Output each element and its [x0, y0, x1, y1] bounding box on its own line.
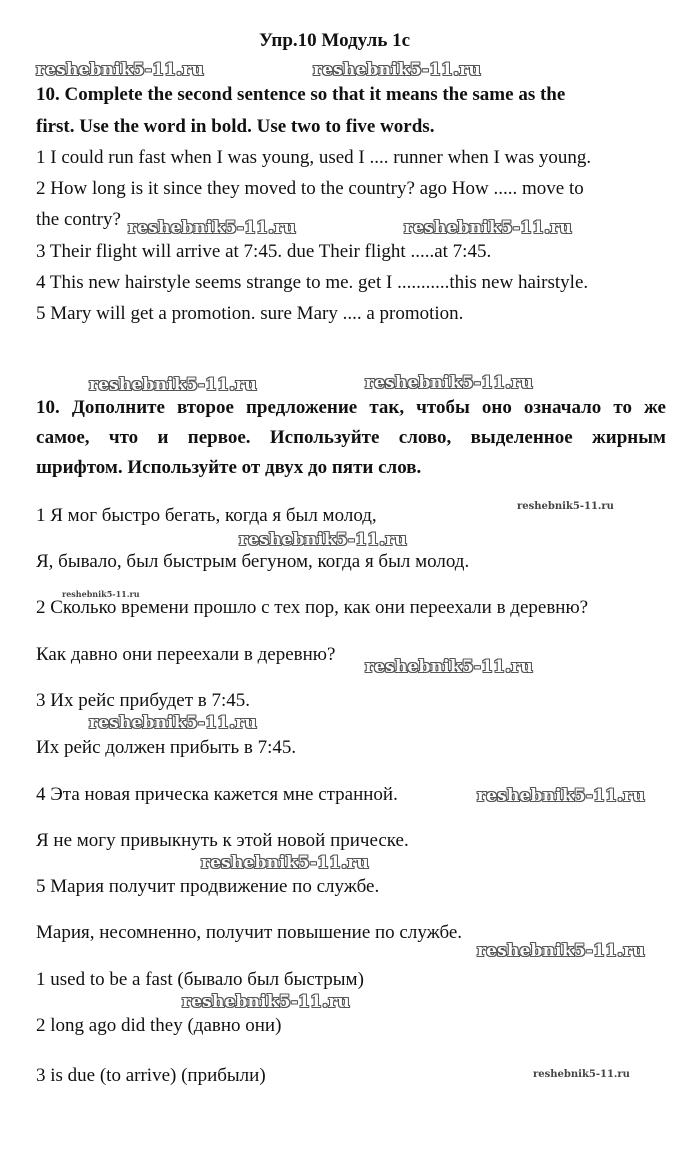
watermark: reshebnik5-11.ru: [365, 373, 533, 393]
watermark: reshebnik5-11.ru: [182, 992, 350, 1012]
russian-task-heading: [36, 393, 666, 483]
watermark: reshebnik5-11.ru: [89, 375, 257, 395]
russian-line-9: 5 Мария получит продвижение по службе.: [36, 876, 380, 897]
russian-task-line1: 10. Дополните второе предложение так, чтобы оно означало то же: [36, 397, 666, 418]
russian-line-7: 4 Эта новая прическа кажется мне странной.: [36, 784, 398, 805]
page-title: Упр.10 Модуль 1с: [259, 30, 411, 51]
russian-line-3: 2 Сколько времени прошло с тех пор, как они переехали в деревню?: [36, 597, 589, 618]
watermark: reshebnik5-11.ru: [477, 941, 645, 961]
watermark-small: reshebnik5-11.ru: [62, 589, 140, 599]
russian-line-4: Как давно они переехали в деревню?: [36, 644, 336, 665]
english-item-4: 4 This new hairstyle seems strange to me. get I ...........this new hairstyle.: [36, 272, 589, 293]
watermark: reshebnik5-11.ru: [128, 218, 296, 238]
watermark: reshebnik5-11.ru: [477, 786, 645, 806]
russian-line-5: 3 Их рейс прибудет в 7:45.: [36, 690, 250, 711]
watermark-small: reshebnik5-11.ru: [517, 501, 614, 512]
english-item-5: 5 Mary will get a promotion. sure Mary .... a promotion.: [36, 303, 464, 324]
russian-line-2: Я, бывало, был быстрым бегуном, когда я был молод.: [36, 551, 470, 572]
answer-2: 2 long ago did they (давно они): [36, 1015, 282, 1036]
watermark: reshebnik5-11.ru: [89, 713, 257, 733]
english-item-1: 1 I could run fast when I was young, used I .... runner when I was young.: [36, 147, 592, 168]
watermark: reshebnik5-11.ru: [36, 60, 204, 80]
russian-line-8: Я не могу привыкнуть к этой новой прическе.: [36, 830, 409, 851]
russian-task-line3: шрифтом. Используйте от двух до пяти слов.: [36, 457, 422, 478]
russian-task-line2: самое, что и первое. Используйте слово, выделенное жирным: [36, 427, 666, 448]
watermark: reshebnik5-11.ru: [365, 657, 533, 677]
watermark-small: reshebnik5-11.ru: [533, 1069, 630, 1080]
russian-line-10: Мария, несомненно, получит повышение по службе.: [36, 922, 463, 943]
watermark: reshebnik5-11.ru: [313, 60, 481, 80]
english-task-heading-line1: 10. Complete the second sentence so that it means the same as the: [36, 84, 566, 105]
watermark: reshebnik5-11.ru: [239, 530, 407, 550]
english-item-2-cont: the contry?: [36, 209, 121, 230]
watermark: reshebnik5-11.ru: [201, 853, 369, 873]
english-item-2: 2 How long is it since they moved to the country? ago How ..... move to: [36, 178, 584, 199]
watermark: reshebnik5-11.ru: [404, 218, 572, 238]
answer-1: 1 used to be a fast (бывало был быстрым): [36, 969, 364, 990]
english-item-3: 3 Their flight will arrive at 7:45. due Their flight .....at 7:45.: [36, 241, 492, 262]
answer-3: 3 is due (to arrive) (прибыли): [36, 1065, 266, 1086]
english-task-heading-line2: first. Use the word in bold. Use two to five words.: [36, 116, 435, 137]
russian-line-6: Их рейс должен прибыть в 7:45.: [36, 737, 297, 758]
russian-line-1: 1 Я мог быстро бегать, когда я был молод,: [36, 505, 377, 526]
